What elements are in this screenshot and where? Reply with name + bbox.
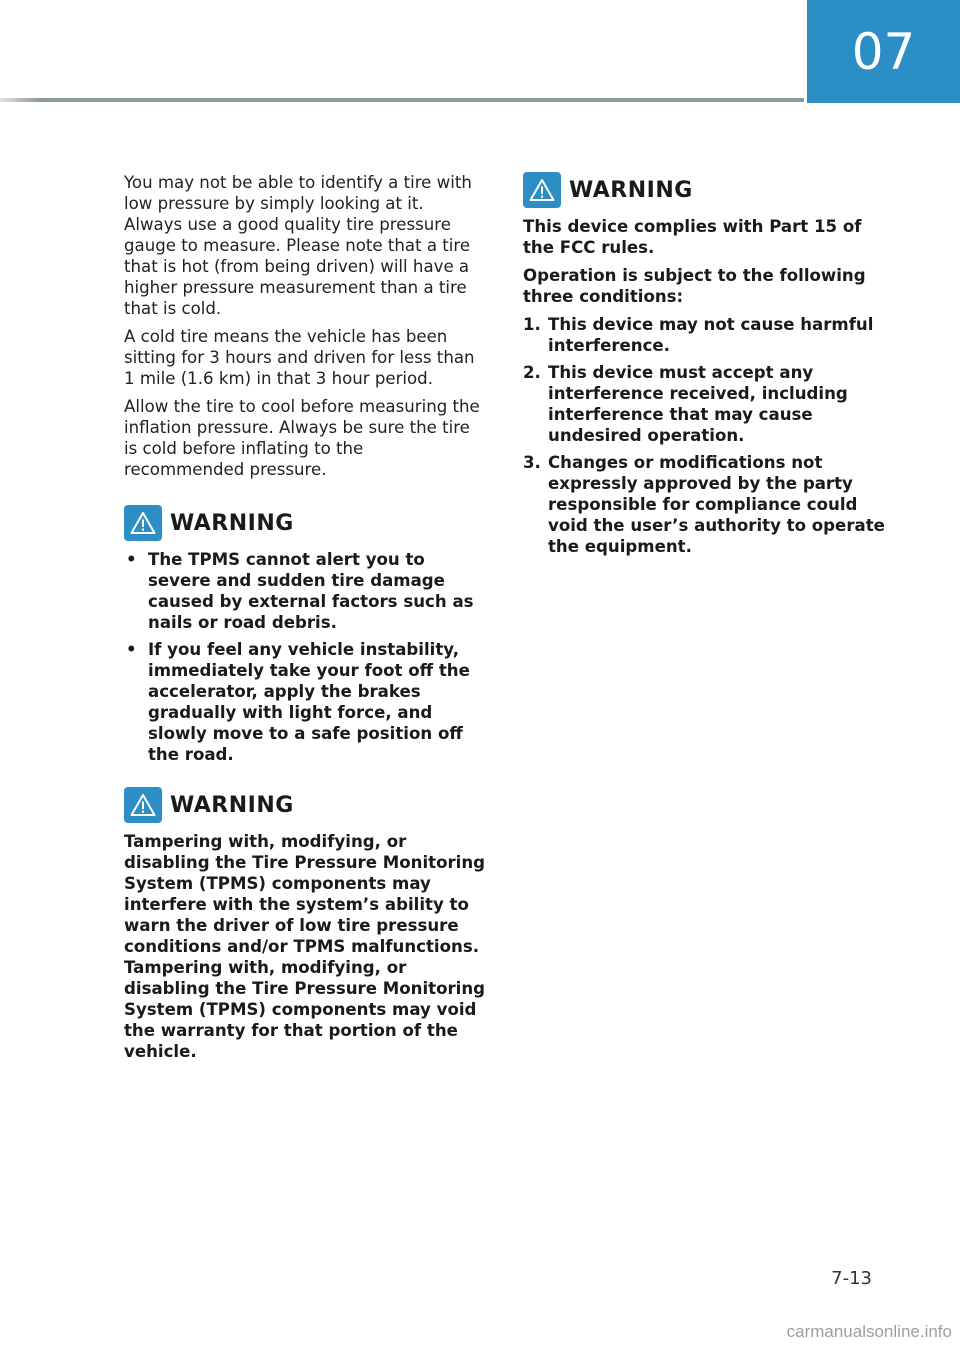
warning-title: WARNING [569, 177, 693, 203]
warning-triangle-icon [124, 787, 162, 823]
fcc-conditions-intro: Operation is subject to the following three conditions: [523, 266, 866, 306]
fcc-conditions-list [523, 314, 885, 557]
watermark: carmanualsonline.info [786, 1322, 952, 1341]
list-item-text: If you feel any vehicle instability, immediately take your foot off the accelerator, apply the brakes gradually with light force, and slowly move to a safe position off the road. [148, 640, 470, 764]
list-item-text: This device must accept any interference received, including interference that may cause undesired operation. [548, 363, 848, 445]
warning-triangle-icon [124, 505, 162, 541]
list-item [523, 362, 885, 446]
warning-header [523, 172, 885, 208]
warning-box-fcc [523, 172, 885, 557]
right-column [523, 172, 885, 563]
left-column [124, 172, 486, 1069]
paragraph-tire-identify: You may not be able to identify a tire with low pressure by simply looking at it. Always use a good quality tire pressure gauge to measure. Please note that a tire that is hot (from being driven) will have a higher pressure measurement than a tire that is cold. [124, 173, 472, 318]
warning-header [124, 787, 486, 823]
warning-text-tampering: Tampering with, modifying, or disabling the Tire Pressure Monitoring System (TPMS) components may interfere with the system’s ability to warn the driver of low tire pressure conditions and/or TPMS malfunctions. Tampering with, modifying, or disabling the Tire Pressure Monitoring System (TPMS) components may void the warranty for that portion of the vehicle. [124, 832, 486, 1061]
paragraph-cool-before-measuring: Allow the tire to cool before measuring the inflation pressure. Always be sure the tire is cold before inflating to the recommended pressure. [124, 397, 480, 479]
list-item-number: 3. [523, 453, 541, 472]
warning-box-tpms-alert [124, 505, 486, 765]
list-item-text: The TPMS cannot alert you to severe and sudden tire damage caused by external factors such as nails or road debris. [148, 550, 474, 632]
paragraph-cold-tire: A cold tire means the vehicle has been sitting for 3 hours and driven for less than 1 mile (1.6 km) in that 3 hour period. [124, 327, 475, 388]
bullet-dot: • [126, 640, 137, 659]
fcc-compliance-text: This device complies with Part 15 of the FCC rules. [523, 217, 862, 257]
list-item-number: 1. [523, 315, 541, 334]
list-item [124, 639, 486, 765]
warning-title: WARNING [170, 792, 294, 818]
list-item-text: This device may not cause harmful interference. [548, 315, 874, 355]
header-rule [0, 98, 804, 102]
warning-triangle-icon [523, 172, 561, 208]
list-item-number: 2. [523, 363, 541, 382]
warning-title: WARNING [170, 510, 294, 536]
warning-box-tampering [124, 787, 486, 1062]
warning-bullet-list [124, 549, 486, 765]
list-item [523, 452, 885, 557]
chapter-tab [807, 0, 960, 103]
list-item [523, 314, 885, 356]
list-item [124, 549, 486, 633]
bullet-dot: • [126, 550, 137, 569]
chapter-number: 07 [851, 22, 916, 81]
warning-header [124, 505, 486, 541]
list-item-text: Changes or modifications not expressly approved by the party responsible for compliance could void the user’s authority to operate the equipment. [548, 453, 885, 556]
page-number: 7-13 [831, 1268, 872, 1289]
